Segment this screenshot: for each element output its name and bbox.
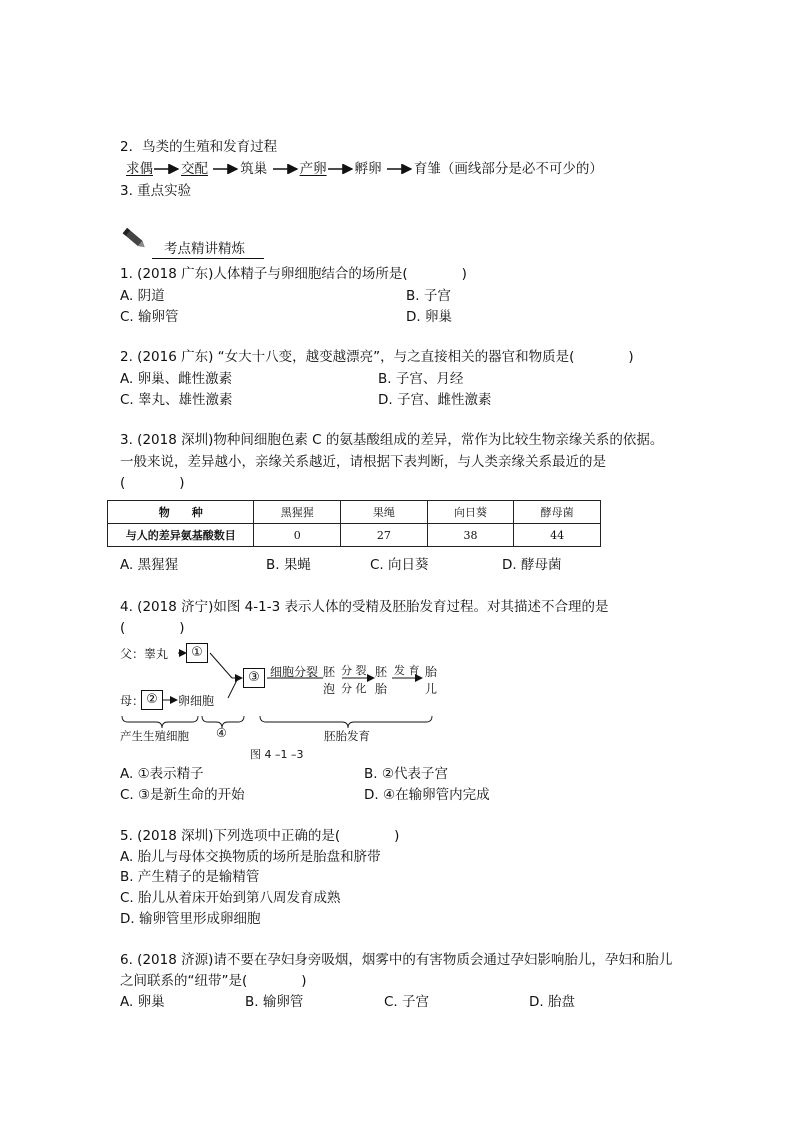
q4-option-b[interactable]: B. ②代表子宫: [364, 766, 448, 782]
q3-option-c[interactable]: C. 向日葵: [370, 557, 429, 573]
table-cell: 44: [514, 524, 601, 547]
q1-option-d[interactable]: D. 卵巢: [406, 309, 452, 325]
q5-option-b[interactable]: B. 产生精子的是输精管: [120, 869, 260, 885]
pencil-icon: [118, 224, 148, 252]
box-3: ③: [243, 668, 265, 688]
table-cell: 果绳: [341, 501, 428, 524]
section-2-title: 2．鸟类的生殖和发育过程: [120, 139, 278, 155]
table-cell: 酵母菌: [514, 501, 601, 524]
arrow-icon: [213, 164, 239, 174]
step-rearing: 育雏: [413, 161, 441, 177]
q6-option-c[interactable]: C. 子宫: [384, 994, 430, 1010]
q6-option-d[interactable]: D. 胎盘: [529, 994, 575, 1010]
q1-stem: 1. (2018 广东)人体精子与卵细胞结合的场所是( ): [120, 266, 467, 282]
q6-stem-line1: 6. (2018 济源)请不要在孕妇身旁吸烟，烟雾中的有害物质会通过孕妇影响胎儿，孕妇和胎儿: [120, 952, 673, 968]
step-courtship: 求偶: [126, 161, 153, 177]
q4-option-d[interactable]: D. ④在输卵管内完成: [364, 787, 490, 803]
q3-option-a[interactable]: A. 黑猩猩: [120, 557, 179, 573]
practice-header-label: 考点精讲精炼: [164, 241, 245, 257]
q3-stem-line2: 一般来说，差异越小，亲缘关系越近，请根据下表判断，与人类亲缘关系最近的是: [120, 454, 606, 470]
blastocyst-label-top: 胚: [323, 665, 336, 679]
q6-option-a[interactable]: A. 卵巢: [120, 994, 165, 1010]
q3-option-d[interactable]: D. 酵母菌: [502, 557, 562, 573]
q1-option-a[interactable]: A. 阴道: [120, 288, 165, 304]
q2-option-d[interactable]: D. 子宫、雌性激素: [378, 392, 492, 408]
table-cell: 向日葵: [427, 501, 514, 524]
arrow-icon: [328, 164, 354, 174]
practice-header: [152, 240, 264, 259]
arrow-icon: [273, 164, 299, 174]
section-3-title: 3. 重点实验: [120, 183, 192, 199]
bird-process-line: [126, 160, 603, 178]
table-row: [108, 524, 601, 547]
embryo-label-bottom: 胎: [375, 682, 388, 696]
fetus-label-bottom: 儿: [425, 682, 438, 696]
table-cell: 黑猩猩: [254, 501, 341, 524]
q4-stem-line2: ( ): [120, 620, 185, 636]
q3-stem-line3: ( ): [120, 475, 185, 491]
q6-option-b[interactable]: B. 输卵管: [245, 994, 304, 1010]
step-nest: 筑巢: [240, 161, 268, 177]
q4-option-a[interactable]: A. ①表示精子: [120, 766, 204, 782]
q5-option-c[interactable]: C. 胎儿从着床开始到第八周发育成熟: [120, 890, 341, 906]
germ-cell-label: 产生生殖细胞: [120, 729, 189, 743]
table-header-difference: 与人的差异氨基酸数目: [108, 524, 254, 547]
embryo-label-top: 胚: [375, 665, 388, 679]
egg-cell-label: 卵细胞: [178, 694, 215, 708]
arrow-icon: [387, 164, 413, 174]
q3-option-b[interactable]: B. 果蝇: [266, 557, 311, 573]
fetus-label-top: 胎: [425, 665, 438, 679]
q2-option-a[interactable]: A. 卵巢、雌性激素: [120, 371, 233, 387]
q5-option-d[interactable]: D. 输卵管里形成卵细胞: [120, 911, 261, 927]
split-label: 分 裂: [341, 664, 367, 677]
q4-option-c[interactable]: C. ③是新生命的开始: [120, 787, 245, 803]
box-2: ②: [141, 690, 163, 710]
table-cell: 0: [254, 524, 341, 547]
q2-option-b[interactable]: B. 子宫、月经: [378, 371, 464, 387]
develop-label: 发 育: [394, 664, 420, 677]
table-row: [108, 501, 601, 524]
q2-option-c[interactable]: C. 睾丸、雄性激素: [120, 392, 233, 408]
q3-stem-line1: 3. (2018 深圳)物种间细胞色素 C 的氨基酸组成的差异，常作为比较生物亲缘关系的依据。: [120, 432, 664, 448]
differentiate-label: 分 化: [341, 682, 367, 695]
arrow-icon: [154, 164, 180, 174]
step-incubation: 孵卵: [354, 161, 382, 177]
q2-stem: 2. (2016 广东) “女大十八变，越变越漂亮”，与之直接相关的器官和物质是( ): [120, 349, 634, 365]
cell-division-label: 细胞分裂: [270, 665, 319, 679]
table-header-species: 物 种: [108, 501, 254, 524]
box-1: ①: [186, 643, 208, 663]
q4-stem-line1: 4. (2018 济宁)如图 4-1-3 表示人体的受精及胚胎发育过程。对其描述不合理的是: [120, 599, 609, 615]
father-testis-label: 父：睾丸: [120, 647, 169, 661]
q3-table: [107, 500, 601, 547]
embryo-development-label: 胚胎发育: [324, 729, 370, 743]
q1-option-b[interactable]: B. 子宫: [406, 288, 451, 304]
blastocyst-label-bottom: 泡: [323, 682, 336, 696]
q1-option-c[interactable]: C. 输卵管: [120, 309, 179, 325]
q5-option-a[interactable]: A. 胎儿与母体交换物质的场所是胎盘和脐带: [120, 849, 381, 865]
four-label: ④: [216, 726, 227, 740]
step-mating: 交配: [181, 161, 208, 177]
mother-label: 母：: [120, 694, 145, 708]
figure-caption: 图 4 –1 –3: [250, 748, 304, 761]
bird-process-note: （画线部分是必不可少的）: [440, 161, 603, 177]
table-cell: 27: [341, 524, 428, 547]
q6-stem-line2: 之间联系的“纽带”是( ): [120, 973, 307, 989]
q5-stem: 5. (2018 深圳)下列选项中正确的是( ): [120, 828, 400, 844]
step-laying: 产卵: [299, 161, 327, 177]
table-cell: 38: [427, 524, 514, 547]
